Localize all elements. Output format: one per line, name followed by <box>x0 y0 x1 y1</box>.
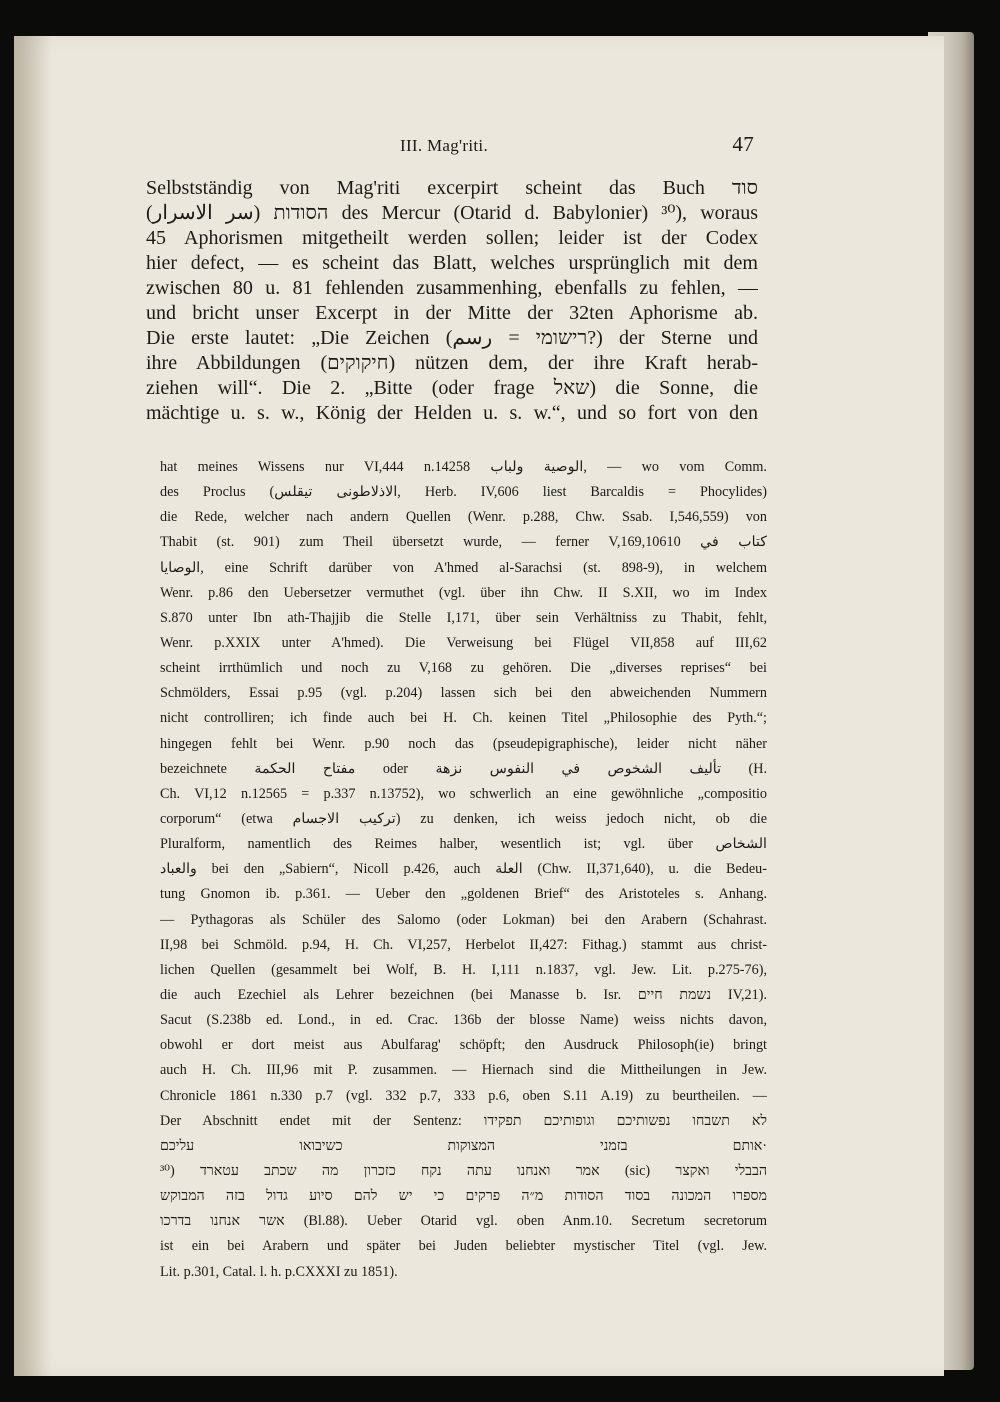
note-line: S.870 unter Ibn ath-Thajjib die Stelle I,171, über sein Verhältniss zu Thabit, fehlt, <box>160 609 767 626</box>
note-line: الوصايا, eine Schrift darüber von A'hmed al-Sarachsi (st. 898-9), in welchem <box>160 559 767 576</box>
body-line: ihre Abbildungen (חיקוקים) nützen dem, der ihre Kraft herab- <box>146 352 758 374</box>
page-gutter-shadow <box>14 36 52 1376</box>
note-line: auch H. Ch. III,96 mit P. zusammen. — Hiernach sind die Mittheilungen in Jew. <box>160 1062 767 1079</box>
body-line: mächtige u. s. w., König der Helden u. s. w.“, und so fort von den <box>146 402 758 424</box>
note-line: Wenr. p.86 den Uebersetzer vermuthet (vgl. über ihn Chw. II S.XII, wo im Index <box>160 584 767 601</box>
note-line: obwohl er dort meist aus Abulfarag' schöpft; den Ausdruck Philosoph(ie) bringt <box>160 1037 767 1054</box>
note-line: Chronicle 1861 n.330 p.7 (vgl. 332 p.7, 333 p.6, oben S.11 A.19) zu beurtheilen. — <box>160 1087 767 1104</box>
note-line: hat meines Wissens nur VI,444 n.14258 الوصية ولباب, — wo vom Comm. <box>160 459 767 475</box>
note-line: والعباد bei den „Sabiern“, Nicoll p.426, auch العلة (Chw. II,371,640), u. die Bedeu- <box>160 861 767 878</box>
footnote-30-line: אשר אנחנו בדרכו (Bl.88). Ueber Otarid vgl. oben Anm.10. Secretum secretorum <box>160 1213 767 1230</box>
page-header <box>400 132 754 160</box>
note-line: Der Abschnitt endet mit der Sentenz: לא תשבחו נפשותיכם וגופותיכם תפקידו <box>160 1112 767 1129</box>
note-line: Thabit (st. 901) zum Theil übersetzt wurde, — ferner V,169,10610 كتاب في <box>160 534 767 551</box>
body-line: hier defect, — es scheint das Blatt, welches ursprünglich mit dem <box>146 252 758 274</box>
main-text <box>146 176 758 426</box>
note-line: — Pythagoras als Schüler des Salomo (oder Lokman) bei den Arabern (Schahrast. <box>160 911 767 928</box>
body-line: und bricht unser Excerpt in der Mitte der 32ten Aphorisme ab. <box>146 302 758 324</box>
body-line: Die erste lautet: „Die Zeichen (רישומי = رسم?) der Sterne und <box>146 327 758 349</box>
note-line: אותם בזמני המצוקות כשיבואו עליכם· <box>160 1137 767 1154</box>
note-line: II,98 bei Schmöld. p.94, H. Ch. VI,257, Herbelot II,427: Fithag.) stammt aus christ- <box>160 936 767 953</box>
note-line: die auch Ezechiel als Lehrer bezeichnen (bei Manasse b. Isr. נשמת חיים IV,21). <box>160 986 767 1003</box>
note-line: des Proclus (الاذلاطونى تيقلس, Herb. IV,606 liest Barcaldis = Phocylides) <box>160 484 767 501</box>
footnotes <box>160 455 767 1285</box>
note-line: scheint irrthümlich und noch zu V,168 zu gehören. Die „diverses reprises“ bei <box>160 660 767 677</box>
footnote-30-line: ist ein bei Arabern und später bei Juden beliebter mystischer Titel (vgl. Jew. <box>160 1238 767 1255</box>
note-line: Wenr. p.XXIX unter A'hmed). Die Verweisung bei Flügel VII,858 auf III,62 <box>160 634 767 651</box>
note-line: bezeichnete مفتاح الحكمة oder تأليف الشخوص في النفوس نزهة (H. <box>160 760 767 777</box>
note-line: corporum“ (etwa تركيب الاجسام) zu denken, ich weiss jedoch nicht, ob die <box>160 810 767 827</box>
body-line: הסודות (سر الاسرار) des Mercur (Otarid d. Babylonier) ³⁰), woraus <box>146 202 758 224</box>
note-line: hingegen fehlt bei Wenr. p.90 noch das (pseudepigraphische), leider nicht näher <box>160 735 767 752</box>
note-line: lichen Quellen (gesammelt bei Wolf, B. H. I,111 n.1837, vgl. Jew. Lit. p.275-76), <box>160 961 767 978</box>
note-line: nicht controlliren; ich finde auch bei H. Ch. keinen Titel „Philosophie des Pyth.“; <box>160 710 767 727</box>
footnote-30-line: Lit. p.301, Catal. l. h. p.CXXXI zu 1851). <box>160 1263 398 1280</box>
page-number: 47 <box>732 132 754 156</box>
footnote-30-line: מספרו המכונה בסוד הסודות מ״ה פרקים כי יש להם סיוע גדול בזה המבוקש <box>160 1188 767 1205</box>
body-line: zwischen 80 u. 81 fehlenden zusammenhing, ebenfalls zu fehlen, — <box>146 277 758 299</box>
body-line: 45 Aphorismen mitgetheilt werden sollen; leider ist der Codex <box>146 227 758 249</box>
note-line: Pluralform, namentlich des Reimes halber, wesentlich ist; vgl. über الشخاص <box>160 836 767 853</box>
running-head: III. Mag'riti. <box>400 136 488 155</box>
note-line: tung Gnomon ib. p.361. — Ueber den „goldenen Brief“ des Aristoteles s. Anhang. <box>160 886 767 903</box>
footnote-30-line: ³⁰) אמר ואנחנו עתה נקח כזכרון מה שכתב עטארד (sic) הבבלי ואקצר <box>160 1162 767 1179</box>
body-line: ziehen will“. Die 2. „Bitte (oder frage שאל) die Sonne, die <box>146 377 758 399</box>
note-line: Sacut (S.238b ed. Lond., in ed. Crac. 136b der blosse Name) weiss nichts davon, <box>160 1012 767 1029</box>
note-line: Schmölders, Essai p.95 (vgl. p.204) lassen sich bei den abweichenden Nummern <box>160 685 767 702</box>
body-line: Selbstständig von Mag'riti excerpirt scheint das Buch סוד <box>146 177 758 199</box>
note-line: die Rede, welcher nach andern Quellen (Wenr. p.288, Chw. Ssab. I,546,559) von <box>160 509 767 526</box>
note-line: Ch. VI,12 n.12565 = p.337 n.13752), wo schwerlich an eine gewöhnliche „compositio <box>160 785 767 802</box>
